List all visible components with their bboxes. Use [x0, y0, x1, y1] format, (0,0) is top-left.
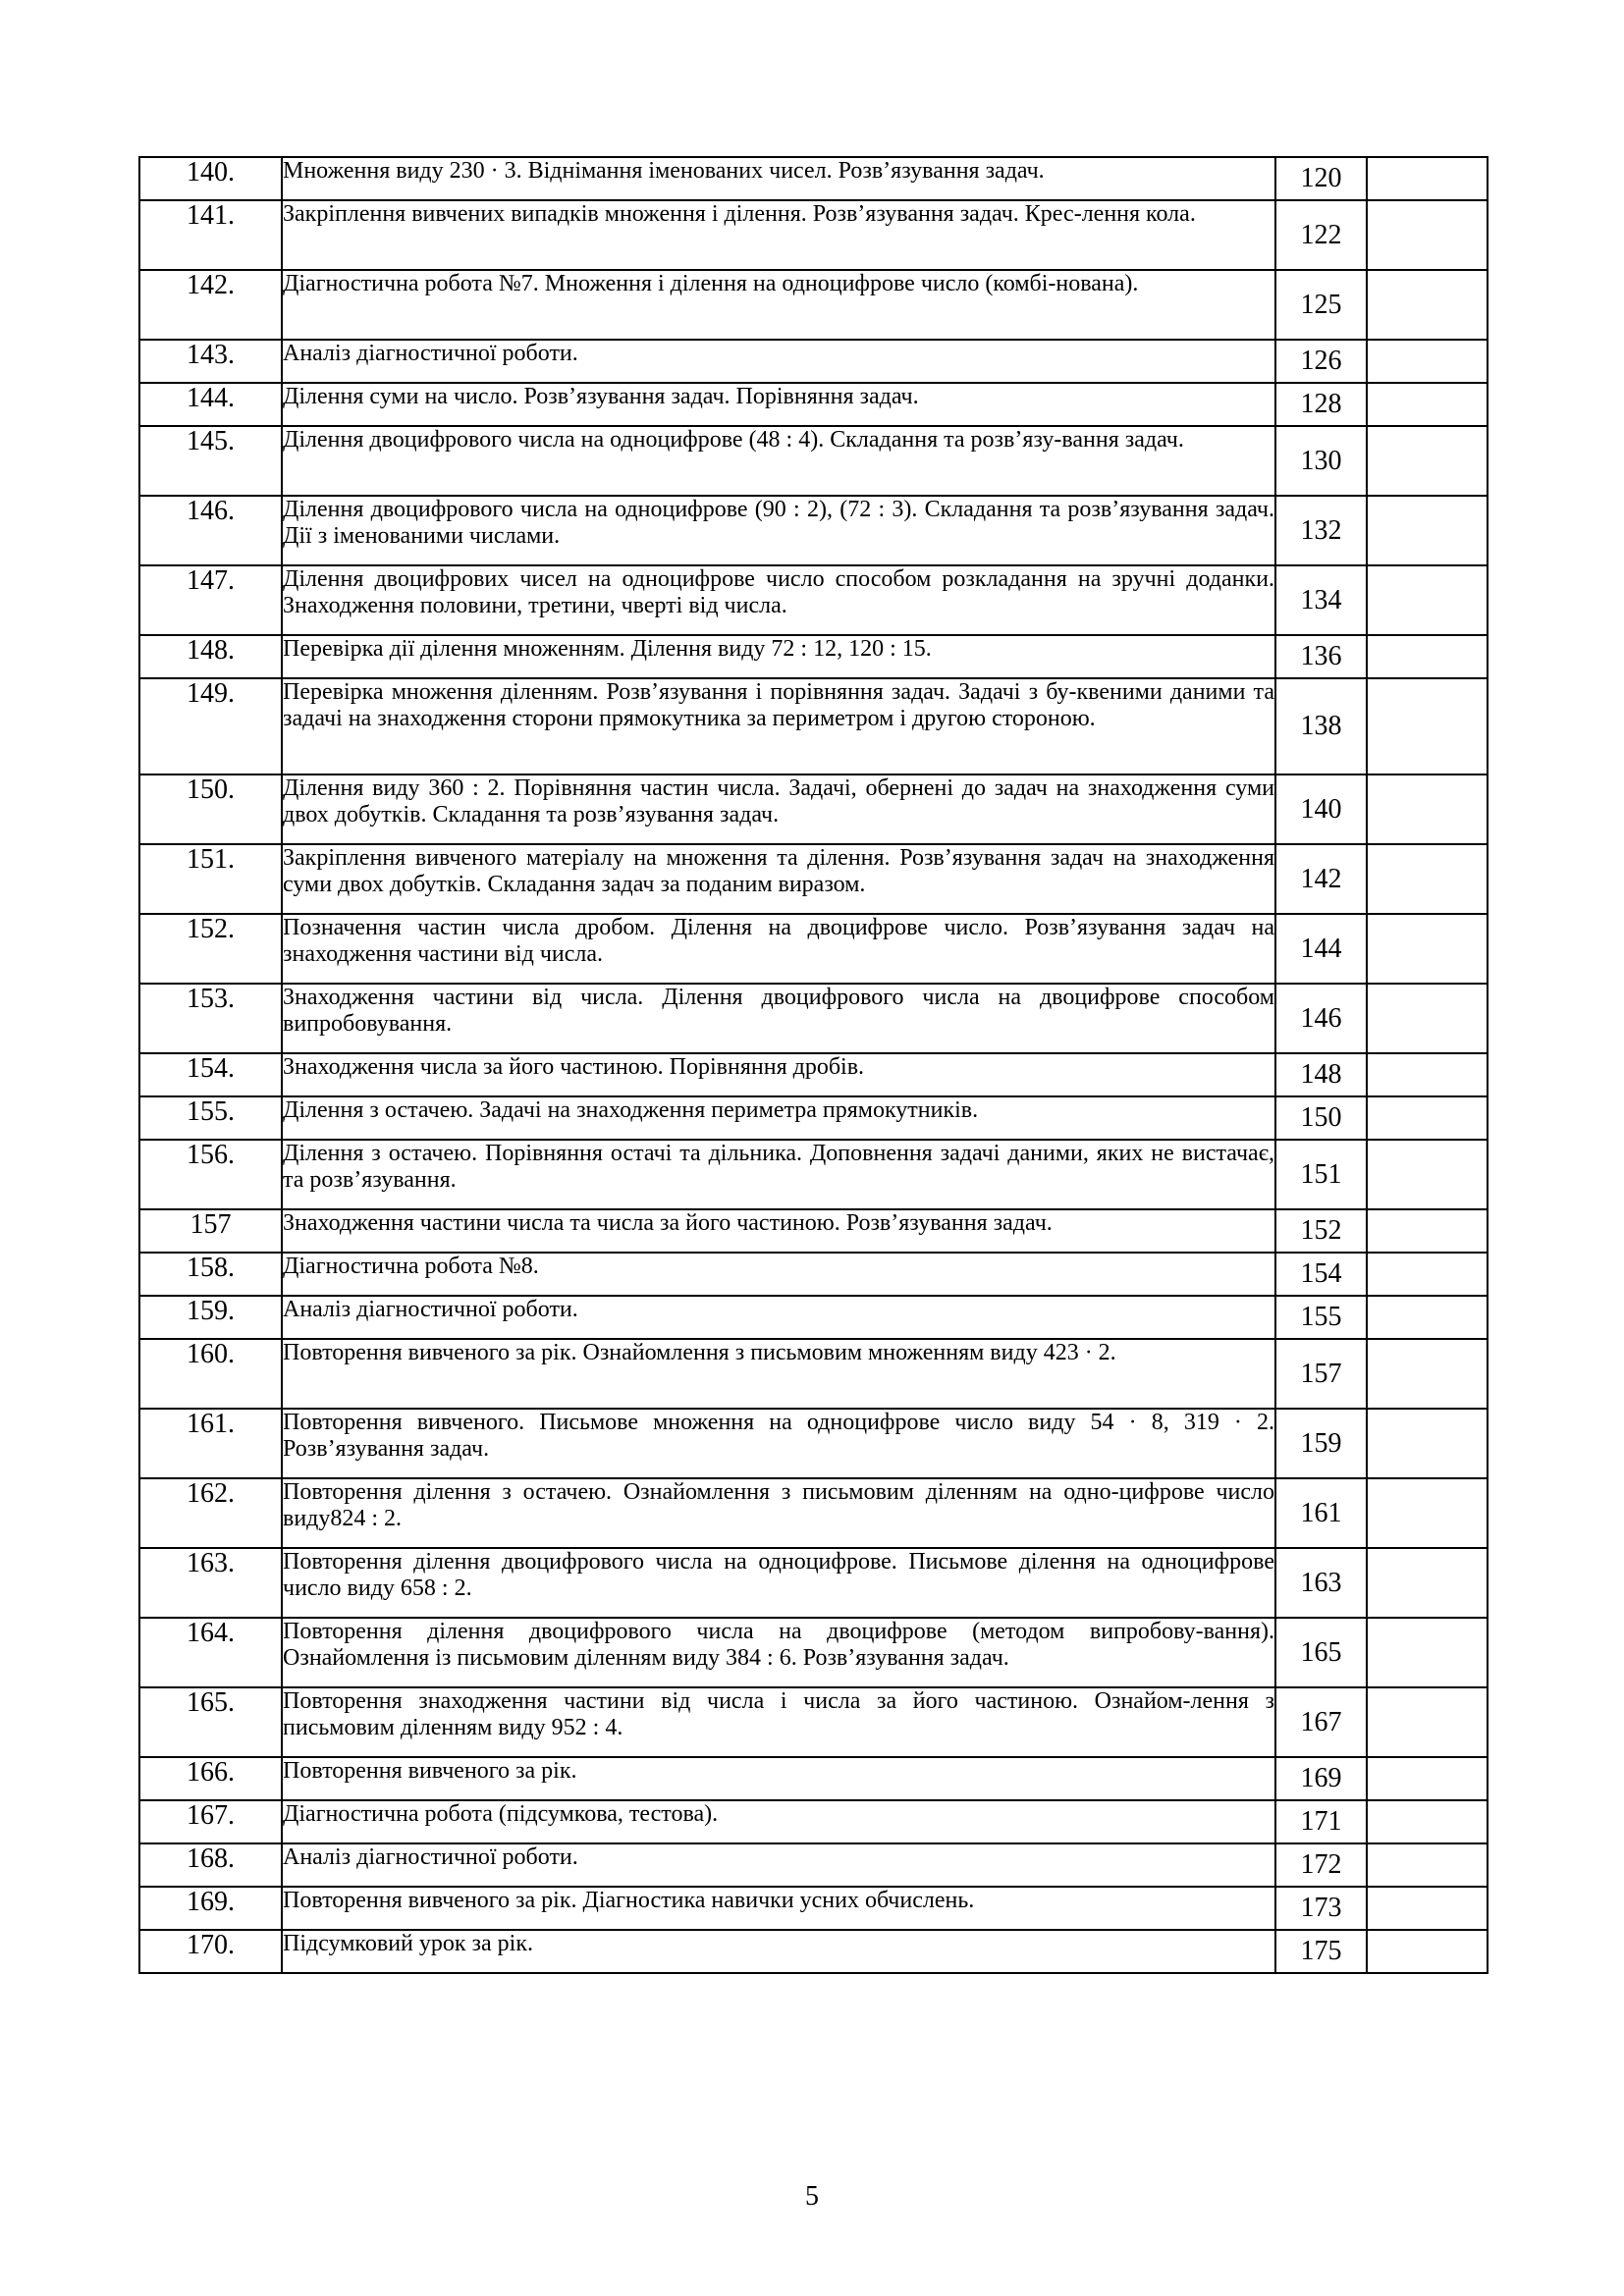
lesson-number: 144. [139, 383, 282, 426]
lesson-topic: Знаходження частини від числа. Ділення двоцифрового числа на двоцифрове способом випробовування. [282, 984, 1275, 1053]
date-cell [1367, 1687, 1488, 1757]
lesson-topic: Ділення двоцифрових чисел на одноцифрове число способом розкладання на зручні доданки. Знаходження половини, третини, чверті від числа. [282, 565, 1275, 635]
table-row [139, 1548, 1488, 1618]
date-cell [1367, 844, 1488, 914]
table-row [139, 774, 1488, 844]
lesson-topic: Ділення з остачею. Задачі на знаходження периметра прямокутників. [282, 1096, 1275, 1140]
date-cell [1367, 678, 1488, 774]
lesson-topic: Знаходження числа за його частиною. Порівняння дробів. [282, 1053, 1275, 1096]
textbook-page: 150 [1275, 1096, 1367, 1140]
lesson-topic: Аналіз діагностичної роботи. [282, 340, 1275, 383]
lesson-topic: Закріплення вивченого матеріалу на множення та ділення. Розв’язування задач на знаходження суми двох добутків. Складання задач за поданим виразом. [282, 844, 1275, 914]
date-cell [1367, 157, 1488, 200]
textbook-page: 169 [1275, 1757, 1367, 1800]
textbook-page: 172 [1275, 1843, 1367, 1887]
textbook-page: 171 [1275, 1800, 1367, 1843]
textbook-page: 163 [1275, 1548, 1367, 1618]
lesson-topic: Повторення вивченого за рік. Діагностика навички усних обчислень. [282, 1887, 1275, 1930]
lesson-number: 156. [139, 1140, 282, 1209]
page-number: 5 [805, 2181, 819, 2212]
lesson-topic: Аналіз діагностичної роботи. [282, 1843, 1275, 1887]
lesson-topic: Ділення двоцифрового числа на одноцифрове (48 : 4). Складання та розв’язу-вання задач. [282, 426, 1275, 496]
date-cell [1367, 496, 1488, 565]
textbook-page: 154 [1275, 1253, 1367, 1296]
date-cell [1367, 270, 1488, 340]
lesson-topic: Повторення ділення з остачею. Ознайомлення з письмовим діленням на одно-цифрове число виду824 : 2. [282, 1478, 1275, 1548]
table-row [139, 1478, 1488, 1548]
date-cell [1367, 635, 1488, 678]
textbook-page: 148 [1275, 1053, 1367, 1096]
date-cell [1367, 1209, 1488, 1253]
lesson-number: 151. [139, 844, 282, 914]
lesson-number: 162. [139, 1478, 282, 1548]
table-row [139, 1296, 1488, 1339]
lesson-number: 146. [139, 496, 282, 565]
lesson-number: 150. [139, 774, 282, 844]
date-cell [1367, 1053, 1488, 1096]
lesson-topic: Повторення знаходження частини від числа і числа за його частиною. Ознайом-лення з письмовим діленням виду 952 : 4. [282, 1687, 1275, 1757]
lesson-topic: Множення виду 230 · 3. Віднімання іменованих чисел. Розв’язування задач. [282, 157, 1275, 200]
lesson-topic: Позначення частин числа дробом. Ділення на двоцифрове число. Розв’язування задач на знаходження частини від числа. [282, 914, 1275, 984]
lesson-number: 160. [139, 1339, 282, 1409]
lesson-number: 141. [139, 200, 282, 270]
table-row [139, 1887, 1488, 1930]
table-row [139, 157, 1488, 200]
date-cell [1367, 1548, 1488, 1618]
lesson-topic: Знаходження частини числа та числа за його частиною. Розв’язування задач. [282, 1209, 1275, 1253]
date-cell [1367, 774, 1488, 844]
lesson-number: 145. [139, 426, 282, 496]
lesson-number: 159. [139, 1296, 282, 1339]
table-row [139, 1800, 1488, 1843]
date-cell [1367, 1757, 1488, 1800]
textbook-page: 138 [1275, 678, 1367, 774]
textbook-page: 136 [1275, 635, 1367, 678]
date-cell [1367, 914, 1488, 984]
textbook-page: 155 [1275, 1296, 1367, 1339]
lesson-number: 168. [139, 1843, 282, 1887]
date-cell [1367, 200, 1488, 270]
table-row [139, 1843, 1488, 1887]
lesson-topic: Діагностична робота №7. Множення і ділення на одноцифрове число (комбі-нована). [282, 270, 1275, 340]
table-row [139, 200, 1488, 270]
lesson-number: 153. [139, 984, 282, 1053]
date-cell [1367, 1478, 1488, 1548]
textbook-page: 134 [1275, 565, 1367, 635]
table-row [139, 1930, 1488, 1973]
table-row [139, 678, 1488, 774]
lesson-number: 161. [139, 1409, 282, 1478]
table-row [139, 1757, 1488, 1800]
textbook-page: 175 [1275, 1930, 1367, 1973]
lesson-number: 157 [139, 1209, 282, 1253]
textbook-page: 159 [1275, 1409, 1367, 1478]
lesson-topic: Аналіз діагностичної роботи. [282, 1296, 1275, 1339]
table-row [139, 383, 1488, 426]
lesson-number: 152. [139, 914, 282, 984]
lesson-topic: Ділення виду 360 : 2. Порівняння частин числа. Задачі, обернені до задач на знаходження суми двох добутків. Складання та розв’язування задач. [282, 774, 1275, 844]
textbook-page: 140 [1275, 774, 1367, 844]
table-row [139, 1140, 1488, 1209]
lesson-number: 143. [139, 340, 282, 383]
table-row [139, 1618, 1488, 1687]
lesson-number: 170. [139, 1930, 282, 1973]
lesson-number: 148. [139, 635, 282, 678]
textbook-page: 122 [1275, 200, 1367, 270]
lesson-topic: Перевірка дії ділення множенням. Ділення виду 72 : 12, 120 : 15. [282, 635, 1275, 678]
table-row [139, 270, 1488, 340]
textbook-page: 152 [1275, 1209, 1367, 1253]
lesson-topic: Ділення з остачею. Порівняння остачі та дільника. Доповнення задачі даними, яких не вистачає, та розв’язування. [282, 1140, 1275, 1209]
table-row [139, 635, 1488, 678]
table-row [139, 565, 1488, 635]
table-row [139, 496, 1488, 565]
lesson-topic: Підсумковий урок за рік. [282, 1930, 1275, 1973]
lesson-number: 158. [139, 1253, 282, 1296]
textbook-page: 157 [1275, 1339, 1367, 1409]
date-cell [1367, 383, 1488, 426]
lesson-topic: Діагностична робота (підсумкова, тестова). [282, 1800, 1275, 1843]
date-cell [1367, 426, 1488, 496]
textbook-page: 130 [1275, 426, 1367, 496]
table-row [139, 1339, 1488, 1409]
lesson-topic: Закріплення вивчених випадків множення і ділення. Розв’язування задач. Крес-лення кола. [282, 200, 1275, 270]
textbook-page: 142 [1275, 844, 1367, 914]
lesson-topic: Повторення ділення двоцифрового числа на одноцифрове. Письмове ділення на одноцифрове число виду 658 : 2. [282, 1548, 1275, 1618]
textbook-page: 144 [1275, 914, 1367, 984]
lesson-number: 142. [139, 270, 282, 340]
lesson-topic: Повторення ділення двоцифрового числа на двоцифрове (методом випробову-вання). Ознайомлення із письмовим діленням виду 384 : 6. Розв’язування задач. [282, 1618, 1275, 1687]
textbook-page: 161 [1275, 1478, 1367, 1548]
date-cell [1367, 1800, 1488, 1843]
table-row [139, 1096, 1488, 1140]
lesson-number: 147. [139, 565, 282, 635]
lesson-number: 140. [139, 157, 282, 200]
lesson-topic: Повторення вивченого за рік. Ознайомлення з письмовим множенням виду 423 · 2. [282, 1339, 1275, 1409]
lesson-topic: Ділення двоцифрового числа на одноцифрове (90 : 2), (72 : 3). Складання та розв’язування задач. Дії з іменованими числами. [282, 496, 1275, 565]
textbook-page: 125 [1275, 270, 1367, 340]
date-cell [1367, 1096, 1488, 1140]
date-cell [1367, 340, 1488, 383]
lesson-number: 165. [139, 1687, 282, 1757]
date-cell [1367, 1253, 1488, 1296]
date-cell [1367, 565, 1488, 635]
lesson-number: 163. [139, 1548, 282, 1618]
date-cell [1367, 984, 1488, 1053]
lesson-topic: Повторення вивченого. Письмове множення на одноцифрове число виду 54 · 8, 319 · 2. Розв’язування задач. [282, 1409, 1275, 1478]
lesson-number: 149. [139, 678, 282, 774]
table-row [139, 426, 1488, 496]
date-cell [1367, 1930, 1488, 1973]
table-row [139, 844, 1488, 914]
table-row [139, 1209, 1488, 1253]
lesson-number: 167. [139, 1800, 282, 1843]
date-cell [1367, 1887, 1488, 1930]
lesson-topic: Ділення суми на число. Розв’язування задач. Порівняння задач. [282, 383, 1275, 426]
date-cell [1367, 1296, 1488, 1339]
textbook-page: 128 [1275, 383, 1367, 426]
table-row [139, 1687, 1488, 1757]
date-cell [1367, 1843, 1488, 1887]
date-cell [1367, 1339, 1488, 1409]
lesson-topic: Діагностична робота №8. [282, 1253, 1275, 1296]
lesson-number: 166. [139, 1757, 282, 1800]
lesson-number: 169. [139, 1887, 282, 1930]
table-row [139, 914, 1488, 984]
textbook-page: 151 [1275, 1140, 1367, 1209]
date-cell [1367, 1409, 1488, 1478]
textbook-page: 165 [1275, 1618, 1367, 1687]
textbook-page: 126 [1275, 340, 1367, 383]
table-row [139, 1253, 1488, 1296]
textbook-page: 173 [1275, 1887, 1367, 1930]
lesson-number: 164. [139, 1618, 282, 1687]
textbook-page: 146 [1275, 984, 1367, 1053]
lesson-number: 154. [139, 1053, 282, 1096]
lesson-number: 155. [139, 1096, 282, 1140]
lesson-plan-sheet [138, 156, 1483, 1974]
lesson-plan-table [138, 156, 1489, 1974]
table-row [139, 340, 1488, 383]
date-cell [1367, 1140, 1488, 1209]
lesson-topic: Перевірка множення діленням. Розв’язування і порівняння задач. Задачі з бу-квеними даними та задачі на знаходження сторони прямокутника за периметром і другою стороною. [282, 678, 1275, 774]
table-row [139, 1053, 1488, 1096]
table-row [139, 984, 1488, 1053]
lesson-topic: Повторення вивченого за рік. [282, 1757, 1275, 1800]
textbook-page: 120 [1275, 157, 1367, 200]
textbook-page: 132 [1275, 496, 1367, 565]
textbook-page: 167 [1275, 1687, 1367, 1757]
date-cell [1367, 1618, 1488, 1687]
table-row [139, 1409, 1488, 1478]
